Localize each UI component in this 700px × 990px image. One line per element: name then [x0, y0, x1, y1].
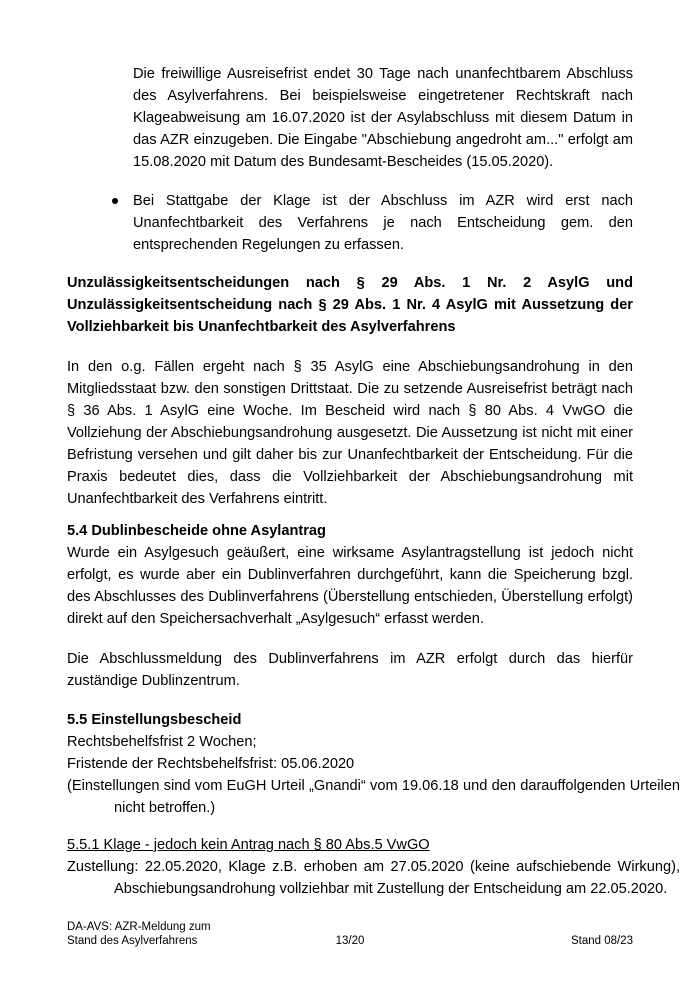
paragraph-zustellung: Zustellung: 22.05.2020, Klage z.B. erhoben am 27.05.2020 (keine aufschiebende Wirkung), Abschiebungsandrohung vollziehbar mit Zustellung der Entscheidung am 22.05.2020.	[67, 859, 680, 897]
line-fristende: Fristende der Rechtsbehelfsfrist: 05.06.2020	[67, 756, 355, 772]
heading-5-5: 5.5 Einstellungsbescheid	[67, 712, 242, 728]
footer-title-line-1: DA-AVS: AZR-Meldung zum	[67, 921, 211, 933]
paragraph-dublin-1: Wurde ein Asylgesuch geäußert, eine wirksame Asylantragstellung ist jedoch nicht erfolgt, es wurde aber ein Dublinverfahren durchgeführt, kann die Speicherung bzgl. des Abschlusses des Dublinverfahrens (Überstellung entschieden, Überstellung erfolgt) direkt auf den Speichersachverhalt „Asylgesuch“ erfasst werden.	[67, 545, 633, 627]
line-gnandi: (Einstellungen sind vom EuGH Urteil „Gnandi“ vom 19.06.18 und den darauffolgenden Urteilen nicht betroffen.)	[67, 778, 680, 816]
page-number: 13/20	[335, 935, 365, 947]
footer-stand: Stand 08/23	[570, 935, 633, 947]
heading-5-4: 5.4 Dublinbescheide ohne Asylantrag	[67, 523, 326, 539]
bullet-text-stattgabe: Bei Stattgabe der Klage ist der Abschluss im AZR wird erst nach Unanfechtbarkeit des Verfahrens je nach Entscheidung gem. den entsprechenden Regelungen zu erfassen.	[133, 193, 633, 253]
heading-5-5-1: 5.5.1 Klage - jedoch kein Antrag nach § 80 Abs.5 VwGO	[67, 837, 430, 853]
paragraph-ausreisefrist: Die freiwillige Ausreisefrist endet 30 Tage nach unanfechtbarem Abschluss des Asylverfahrens. Bei beispielsweise eingetretener Rechtskraft nach Klageabweisung am 16.07.2020 ist der Asylabschluss mit diesem Datum in das AZR einzugeben. Die Eingabe "Abschiebung angedroht am..." erfolgt am 15.08.2020 mit Datum des Bundesamt-Bescheides (15.05.2020).	[133, 66, 633, 170]
bullet-icon	[112, 198, 118, 204]
footer-document-title	[67, 920, 287, 948]
paragraph-unzulaessigkeit: In den o.g. Fällen ergeht nach § 35 AsylG eine Abschiebungsandrohung in den Mitgliedsstaat bzw. den sonstigen Drittstaat. Die zu setzende Ausreisefrist beträgt nach § 36 Abs. 1 AsylG eine Woche. Im Bescheid wird nach § 80 Abs. 4 VwGO die Vollziehung der Abschiebungsandrohung ausgesetzt. Die Aussetzung ist nicht mit einer Befristung versehen und gilt daher bis zur Unanfechtbarkeit der Entscheidung. Für die Praxis bedeutet dies, dass die Vollziehbarkeit der Abschiebungsandrohung mit Unanfechtbarkeit des Verfahrens eintritt.	[67, 359, 633, 507]
heading-unzulaessigkeit: Unzulässigkeitsentscheidungen nach § 29 Abs. 1 Nr. 2 AsylG und Unzulässigkeitsentscheidung nach § 29 Abs. 1 Nr. 4 AsylG mit Aussetzung der Vollziehbarkeit bis Unanfechtbarkeit des Asylverfahrens	[67, 275, 633, 335]
line-rechtsbehelfsfrist: Rechtsbehelfsfrist 2 Wochen;	[67, 734, 257, 750]
footer-title-line-2: Stand des Asylverfahrens	[67, 935, 198, 947]
paragraph-dublin-2: Die Abschlussmeldung des Dublinverfahrens im AZR erfolgt durch das hierfür zuständige Dublinzentrum.	[67, 651, 633, 689]
